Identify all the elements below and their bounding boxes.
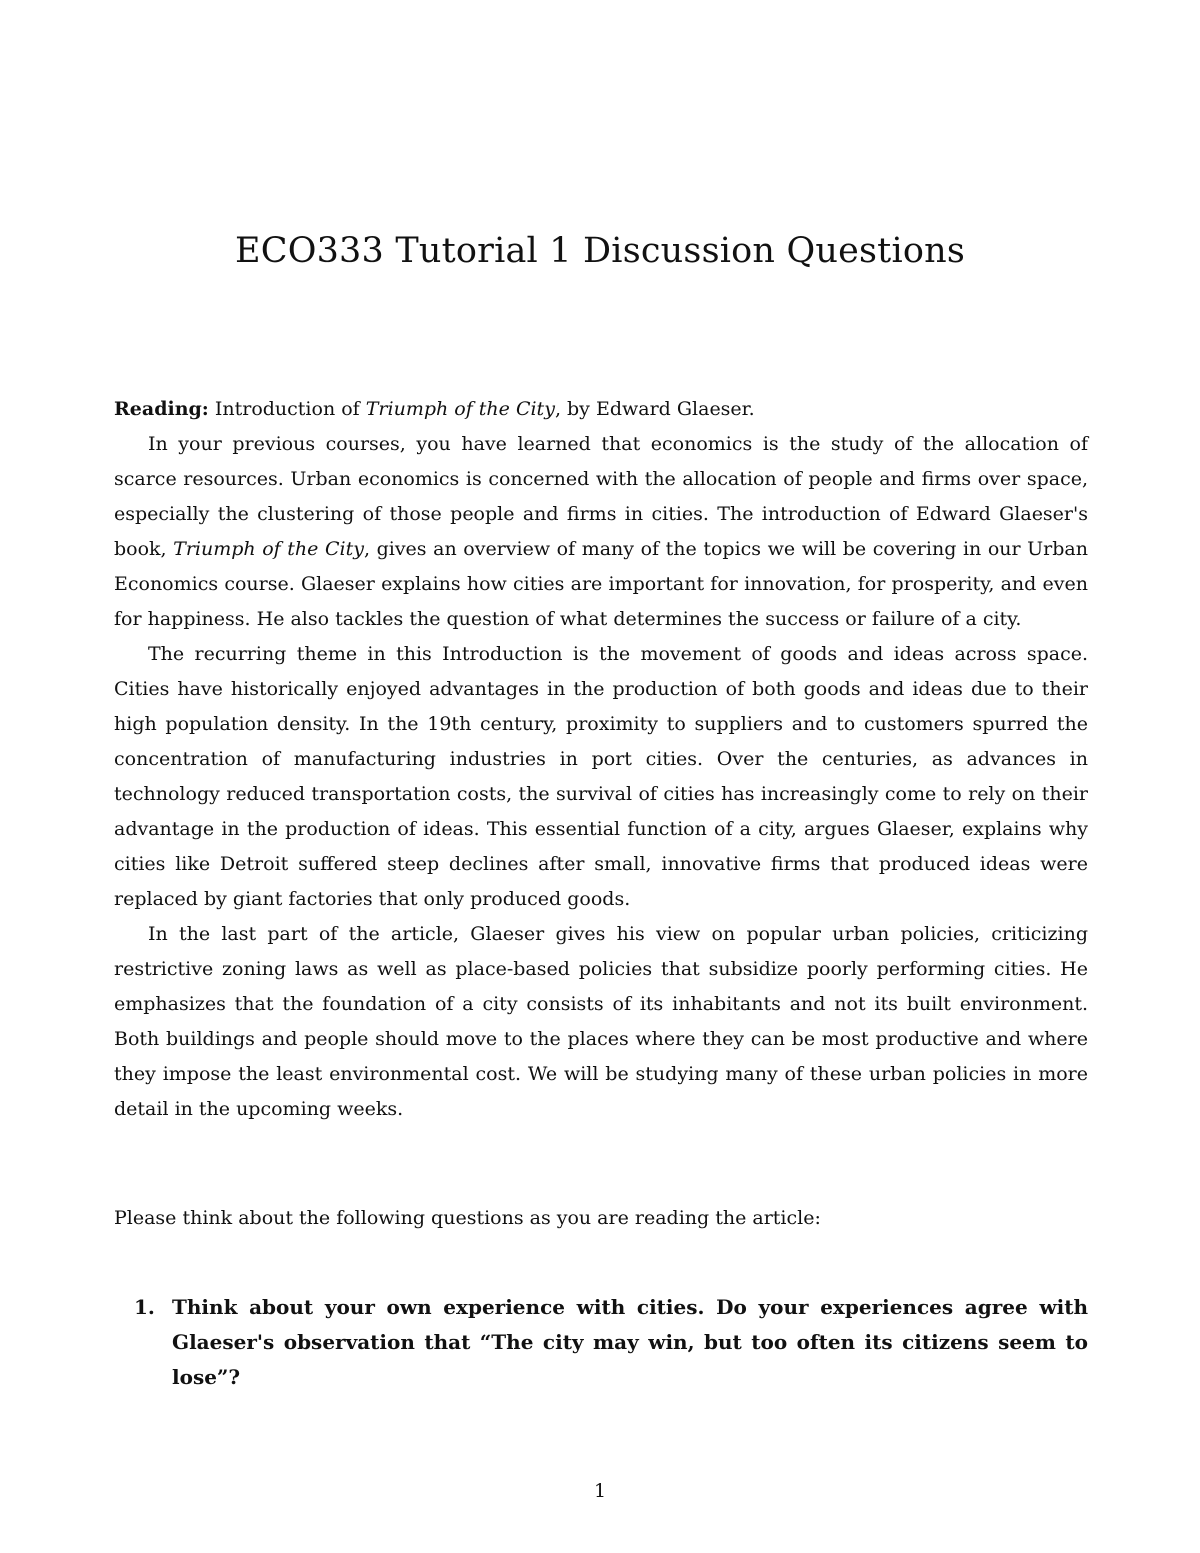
question-text: Think about your own experience with cities. Do your experiences agree with Glaeser's observation that “The city may win, but too often its citizens seem to lose”? [172,1295,1088,1389]
paragraph-3: In the last part of the article, Glaeser gives his view on popular urban policies, criticizing restrictive zoning laws as well as place-based policies that subsidize poorly performing cities. He emphasizes that the foundation of a city consists of its inhabitants and not its built environment. Both buildings and people should move to the places where they can be most productive and where they impose the least environmental cost. We will be studying many of these urban policies in more detail in the upcoming weeks. [114,923,1088,1120]
reading-suffix: , by Edward Glaeser. [554,398,755,420]
paragraph-1 [114,427,1088,637]
paragraph-1-text-a: In your previous courses, you have learned that economics is the study of the allocation of scarce resources. Urban economics is concerned with the allocation of people and firms over space, especially the clustering of those people and firms in cities. The introduction of Edward Glaeser's book, [114,433,1088,560]
paragraph-1-text-b: , gives an overview of many of the topics we will be covering in our Urban Economics course. Glaeser explains how cities are important for innovation, for prosperity, and even for happiness. He also tackles the question of what determines the success or failure of a city. [114,538,1088,630]
questions-prompt: Please think about the following questions as you are reading the article: [114,1207,821,1229]
page-title: ECO333 Tutorial 1 Discussion Questions [234,231,966,272]
reading-prefix: Introduction of [214,398,360,420]
question-list [114,1290,1088,1395]
reading-label: Reading: [114,398,209,420]
page-number: 1 [593,1480,607,1502]
reading-line [114,392,1088,427]
intro-paragraphs [114,427,1088,1127]
question-number: 1. [134,1295,155,1319]
question-item [114,1290,1088,1395]
paragraph-1-book-title: Triumph of the City [173,538,364,560]
paragraph-2: The recurring theme in this Introduction is the movement of goods and ideas across space. Cities have historically enjoyed advantages in the production of both goods and ideas due to their high population density. In the 19th century, proximity to suppliers and to customers spurred the concentration of manufacturing industries in port cities. Over the centuries, as advances in technology reduced transportation costs, the survival of cities has increasingly come to rely on their advantage in the production of ideas. This essential function of a city, argues Glaeser, explains why cities like Detroit suffered steep declines after small, innovative firms that produced ideas were replaced by giant factories that only produced goods. [114,643,1088,910]
reading-book-title: Triumph of the City [365,398,555,420]
